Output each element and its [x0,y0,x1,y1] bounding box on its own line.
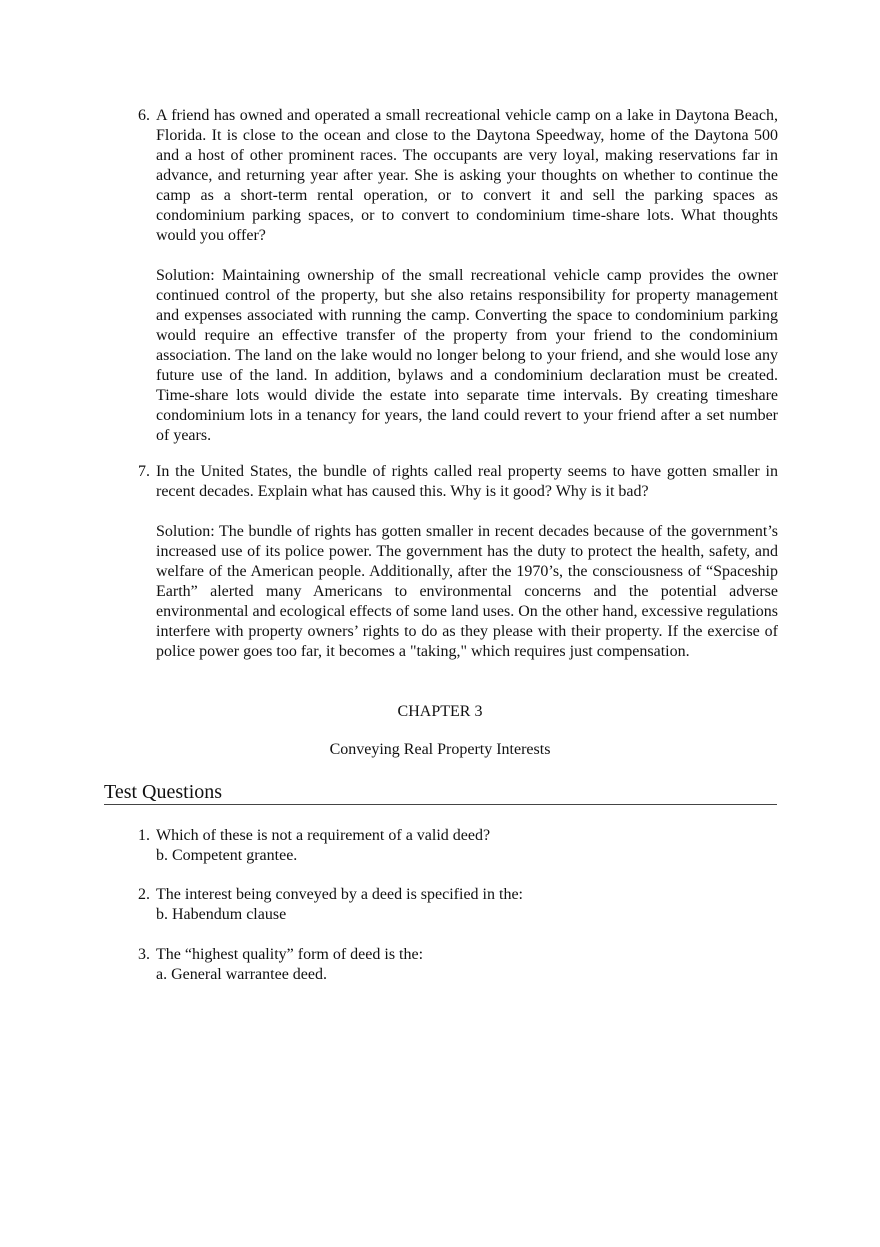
chapter-title: Conveying Real Property Interests [329,741,551,758]
answer-text: b. Habendum clause [156,906,287,923]
question-number: 1. [138,827,150,844]
test-question-2 [138,885,778,925]
solution-text: Solution: The bundle of rights has gotten smaller in recent decades because of the government’s increased use of its police power. The government has the duty to protect the health, safety, and welfare of the American people. Additionally, after the 1970’s, the consciousness of “Spaceship Earth” alerted many Americans to environmental concerns and the potential adverse environmental and ecological effects of some land uses. On the other hand, excessive regulations interfere with property owners’ rights to do as they please with their property. If the exercise of police power goes too far, it becomes a "taking," which requires just compensation. [156,523,778,660]
test-question-1 [138,826,778,866]
question-number: 6. [138,107,150,124]
question-text: Which of these is not a requirement of a valid deed? [156,827,491,844]
question-number: 7. [138,463,150,480]
chapter-label: CHAPTER 3 [397,703,483,720]
answer-text: a. General warrantee deed. [156,966,327,983]
test-question-3 [138,945,778,985]
question-number: 3. [138,946,150,963]
question-text: The “highest quality” form of deed is the: [156,946,424,963]
question-number: 2. [138,886,150,903]
question-text: The interest being conveyed by a deed is specified in the: [156,886,523,903]
question-text: In the United States, the bundle of rights called real property seems to have gotten smaller in recent decades. Explain what has caused this. Why is it good? Why is it bad? [156,463,778,500]
section-heading: Test Questions [104,780,777,805]
question-7 [138,462,778,662]
question-text: A friend has owned and operated a small recreational vehicle camp on a lake in Daytona Beach, Florida. It is close to the ocean and close to the Daytona Speedway, home of the Daytona 500 and a host of other prominent races. The occupants are very loyal, making reservations far in advance, and returning year after year. She is asking your thoughts on whether to continue the camp as a short-term rental operation, or to convert it and sell the parking spaces as condominium parking spaces, or to convert to condominium time-share lots. What thoughts would you offer? [156,107,778,244]
solution-text: Solution: Maintaining ownership of the small recreational vehicle camp provides the owner continued control of the property, but she also retains responsibility for property management and expenses associated with running the camp. Converting the space to condominium parking would require an effective transfer of the property from your friend to the condominium association. The land on the lake would no longer belong to your friend, and she would lose any future use of the land. In addition, bylaws and a condominium declaration must be created. Time-share lots would divide the estate into separate time intervals. By creating timeshare condominium lots in a tenancy for years, the land could revert to your friend after a set number of years. [156,267,778,444]
answer-text: b. Competent grantee. [156,847,298,864]
question-6 [138,106,778,446]
